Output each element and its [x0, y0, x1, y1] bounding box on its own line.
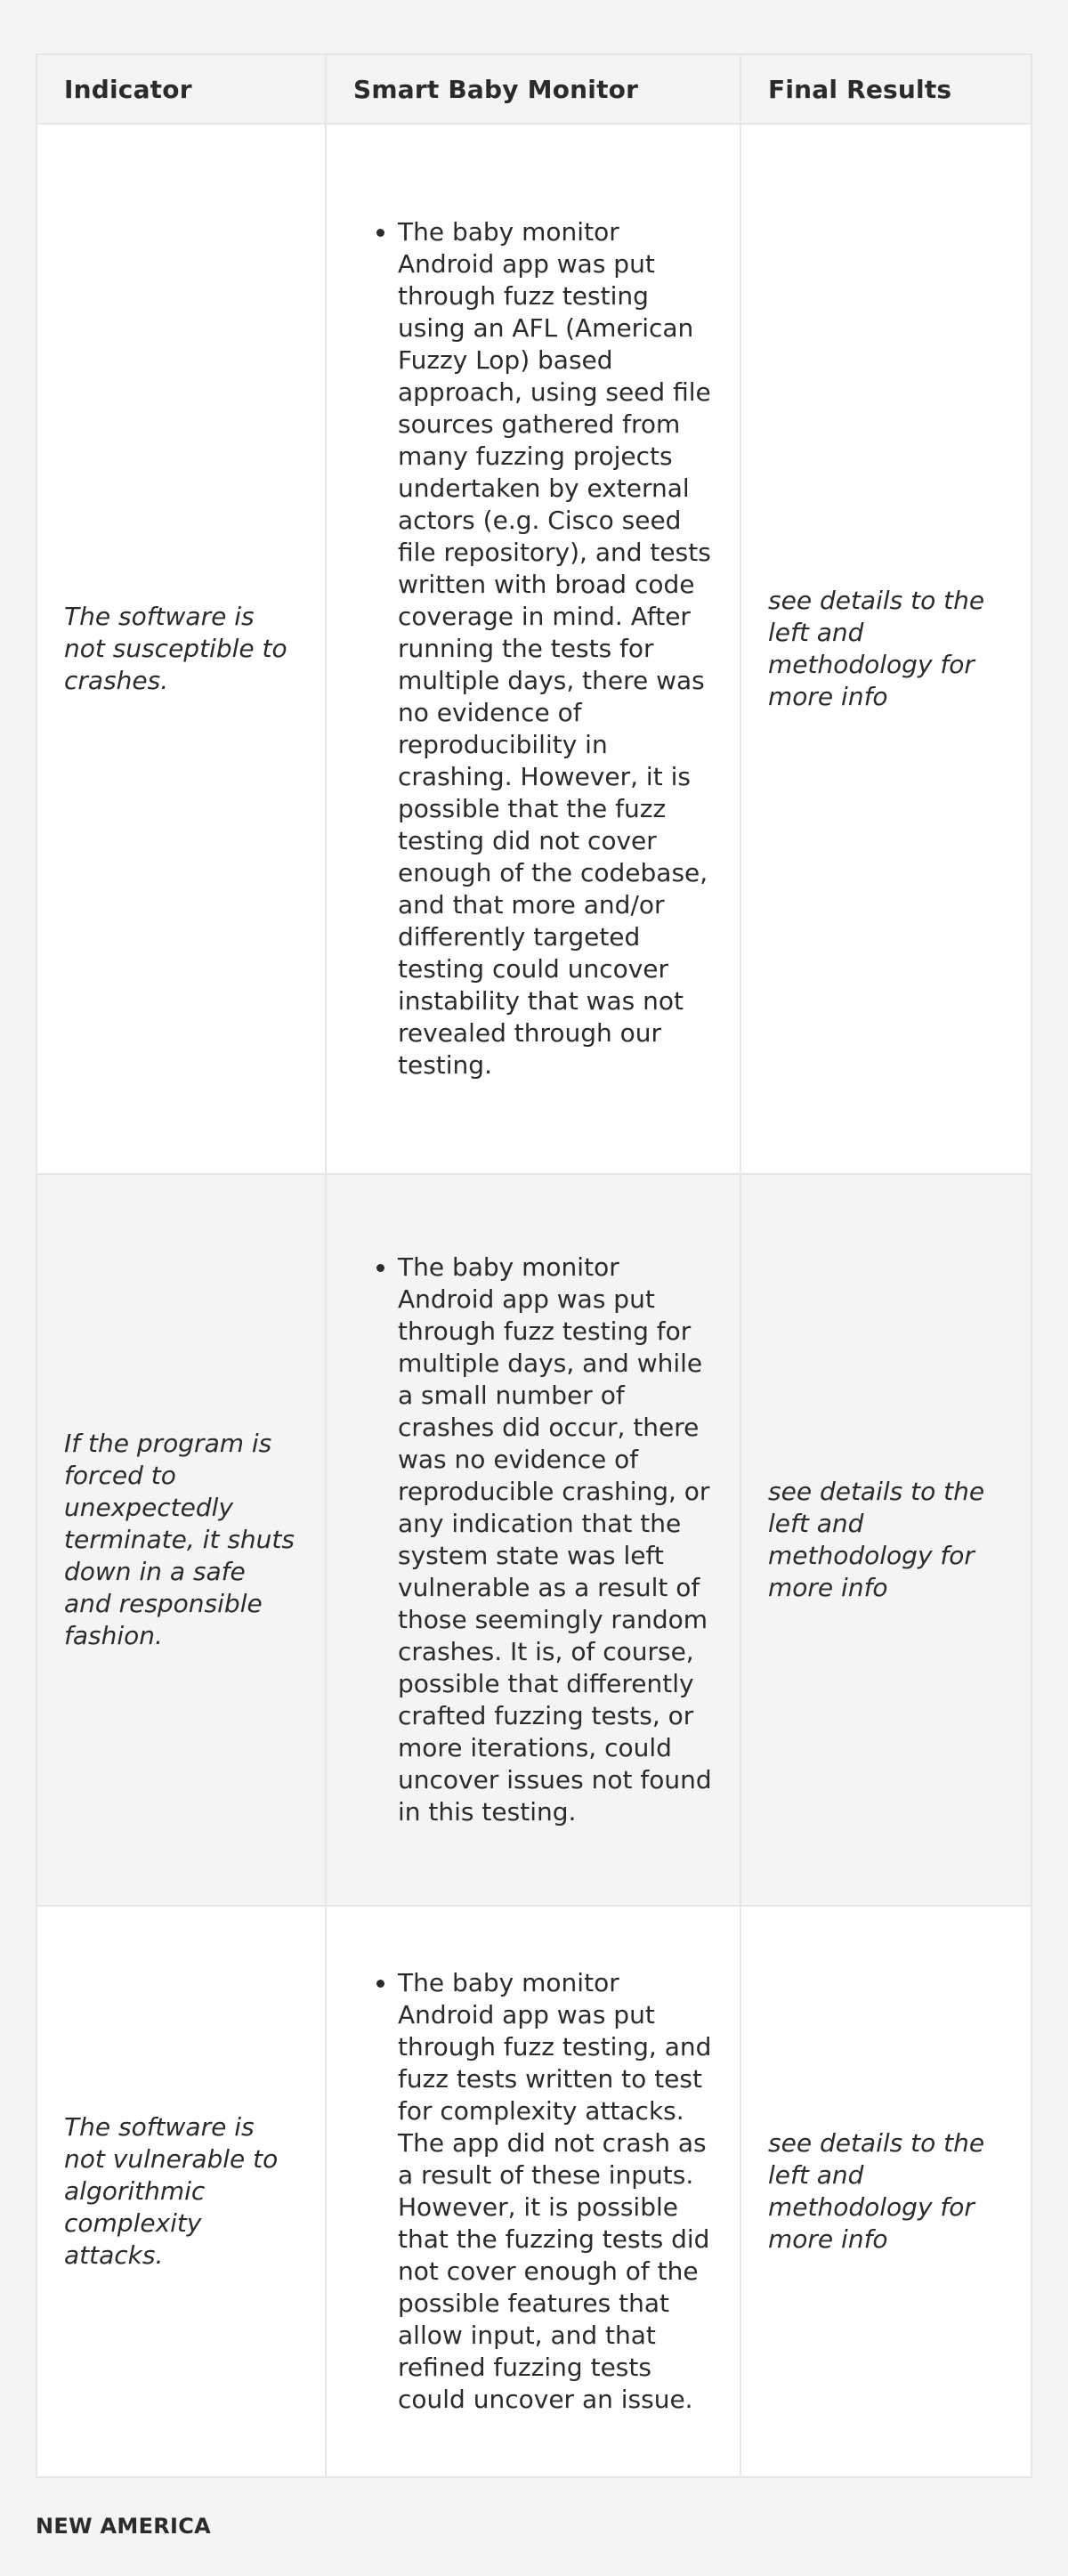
- header-smart-baby-monitor: Smart Baby Monitor: [326, 55, 740, 124]
- result-cell: see details to the left and methodology for more info: [740, 124, 1031, 1174]
- monitor-cell: [326, 1174, 740, 1906]
- monitor-bullet-item: • The baby monitor Android app was put through fuzz testing for multiple days, and while a small number of crashes did occur, there was no evidence of reproducible crashing, or any indication that the system state was left vulnerable as a result of those seemingly random crashes. It is, of course, possible that differently crafted fuzzing tests, or more iterations, could uncover issues not found in this testing.: [398, 1252, 713, 1828]
- table-row: [37, 1906, 1031, 2476]
- indicator-cell: The software is not susceptible to crashes.: [37, 124, 326, 1174]
- result-cell: see details to the left and methodology for more info: [740, 1906, 1031, 2476]
- monitor-cell: [326, 1906, 740, 2476]
- monitor-bullet-list: [362, 1967, 713, 2416]
- monitor-bullet-item: • The baby monitor Android app was put through fuzz testing, and fuzz tests written to test for complexity attacks. The app did not crash as a result of these inputs. However, it is possible that the fuzzing tests did not cover enough of the possible features that allow input, and that refined fuzzing tests could uncover an issue.: [398, 1967, 713, 2416]
- header-row: [37, 55, 1031, 124]
- monitor-bullet-list: [362, 216, 713, 1081]
- table-row: [37, 1174, 1031, 1906]
- table-header: [37, 55, 1031, 124]
- comparison-table-container: [36, 53, 1032, 2478]
- indicator-cell: If the program is forced to unexpectedly terminate, it shuts down in a safe and responsible fashion.: [37, 1174, 326, 1906]
- table-row: [37, 124, 1031, 1174]
- header-indicator: Indicator: [37, 55, 326, 124]
- monitor-bullet-list: [362, 1252, 713, 1828]
- monitor-cell: [326, 124, 740, 1174]
- monitor-bullet-item: • The baby monitor Android app was put through fuzz testing using an AFL (American Fuzzy Lop) based approach, using seed file sources gathered from many fuzzing projects undertaken by external actors (e.g. Cisco seed file repository), and tests written with broad code coverage in mind. After running the tests for multiple days, there was no evidence of reproducibility in crashing. However, it is possible that the fuzz testing did not cover enough of the codebase, and that more and/or differently targeted testing could uncover instability that was not revealed through our testing.: [398, 216, 713, 1081]
- header-final-results: Final Results: [740, 55, 1031, 124]
- indicator-cell: The software is not vulnerable to algorithmic complexity attacks.: [37, 1906, 326, 2476]
- comparison-table: [37, 55, 1031, 2476]
- table-body: [37, 124, 1031, 2476]
- new-america-logo: NEW AMERICA: [36, 2514, 212, 2539]
- result-cell: see details to the left and methodology for more info: [740, 1174, 1031, 1906]
